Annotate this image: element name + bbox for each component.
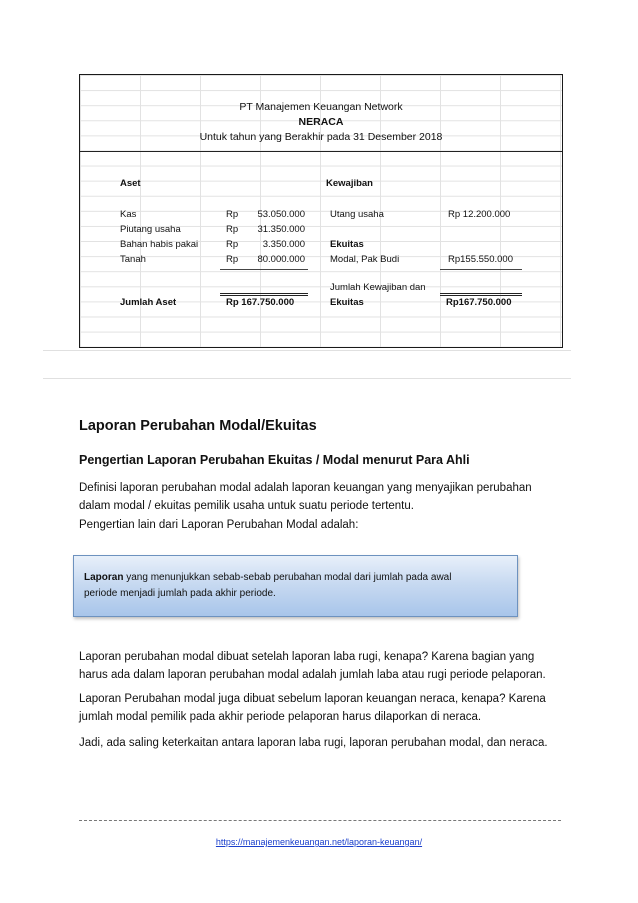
asset-label: Kas <box>120 209 137 220</box>
assets-heading: Aset <box>120 178 141 189</box>
sheet-title: NERACA <box>298 116 344 128</box>
asset-amount: 53.050.000 <box>257 209 305 220</box>
total-rule <box>220 293 308 296</box>
total-liabilities-label: Ekuitas <box>330 297 364 308</box>
subtotal-rule <box>220 269 308 270</box>
total-liabilities-label: Jumlah Kewajiban dan <box>330 282 426 293</box>
asset-currency: Rp <box>226 209 239 220</box>
total-assets-label: Jumlah Aset <box>120 297 177 308</box>
asset-amount: 31.350.000 <box>257 224 305 235</box>
footer-link[interactable]: https://manajemenkeuangan.net/laporan-keuangan/ <box>215 837 423 847</box>
balance-sheet-table <box>79 74 563 348</box>
other-definition: Pengertian lain dari Laporan Perubahan Modal adalah: <box>79 519 359 531</box>
asset-label: Bahan habis pakai <box>120 239 199 250</box>
paragraph-3: Jadi, ada saling keterkaitan antara laporan laba rugi, laporan perubahan modal, dan neraca. <box>79 737 548 749</box>
text-line: jumlah modal pemilik pada akhir periode pelaporan harus dilaporkan di neraca. <box>79 711 482 723</box>
asset-currency: Rp <box>226 224 239 235</box>
footer-divider <box>79 820 561 821</box>
sheet-period: Untuk tahun yang Berakhir pada 31 Desember 2018 <box>199 131 443 143</box>
asset-label: Piutang usaha <box>120 224 181 235</box>
equity-amount: Rp155.550.000 <box>448 254 513 265</box>
asset-currency: Rp <box>226 254 239 265</box>
total-rule <box>440 293 522 296</box>
liability-label: Utang usaha <box>330 209 384 220</box>
total-assets-amount: Rp 167.750.000 <box>226 297 295 308</box>
paragraph-2 <box>79 690 569 726</box>
asset-currency: Rp <box>226 239 239 250</box>
section-heading: Laporan Perubahan Modal/Ekuitas <box>79 418 317 434</box>
divider <box>43 378 571 379</box>
callout-bold: Laporan <box>84 572 124 583</box>
text-line: Laporan Perubahan modal juga dibuat sebelum laporan keuangan neraca, kenapa? Karena <box>79 693 546 705</box>
asset-amount: 3.350.000 <box>262 239 305 250</box>
text-line: Laporan perubahan modal dibuat setelah laporan laba rugi, kenapa? Karena bagian yang <box>79 651 535 663</box>
asset-amount: 80.000.000 <box>257 254 305 265</box>
company-name: PT Manajemen Keuangan Network <box>239 101 403 113</box>
text-line: harus ada dalam laporan perubahan modal adalah jumlah laba atau rugi periode pelaporan. <box>79 669 546 681</box>
section-subheading: Pengertian Laporan Perubahan Ekuitas / Modal menurut Para Ahli <box>79 453 470 467</box>
callout-rest: periode menjadi jumlah pada akhir periode. <box>84 588 276 599</box>
callout-rest: yang menunjukkan sebab-sebab perubahan modal dari jumlah pada awal <box>123 572 452 583</box>
liabilities-heading: Kewajiban <box>326 178 373 189</box>
text-line: dalam modal / ekuitas pemilik usaha untuk suatu periode tertentu. <box>79 500 414 512</box>
liability-amount: Rp 12.200.000 <box>448 209 511 220</box>
asset-label: Tanah <box>120 254 146 265</box>
equity-heading: Ekuitas <box>330 239 364 250</box>
equity-label: Modal, Pak Budi <box>330 254 400 265</box>
paragraph-1 <box>79 648 569 684</box>
total-liabilities-amount: Rp167.750.000 <box>446 297 512 308</box>
subtotal-rule <box>440 269 522 270</box>
definition-callout <box>73 555 518 617</box>
text-line: Definisi laporan perubahan modal adalah laporan keuangan yang menyajikan perubahan <box>79 482 532 494</box>
callout-text <box>84 570 504 602</box>
definition-paragraph <box>79 479 569 515</box>
divider <box>43 350 571 351</box>
header-rule <box>80 151 562 152</box>
